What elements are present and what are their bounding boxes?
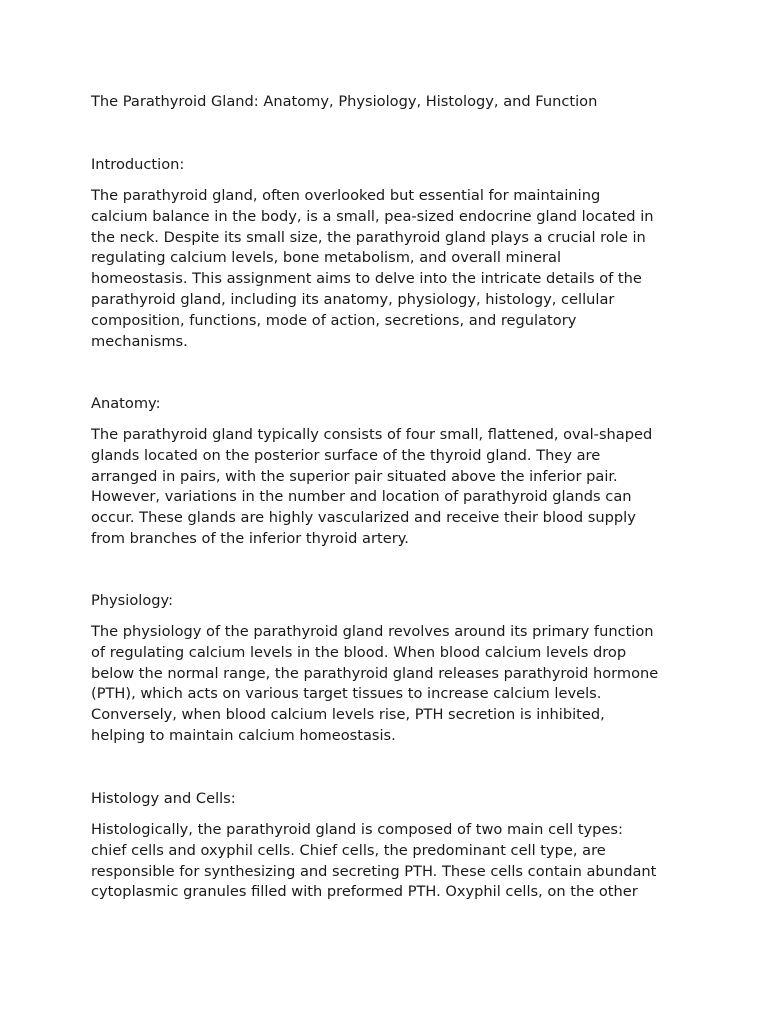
paragraph-line: The parathyroid gland, often overlooked but essential for maintaining: [91, 186, 601, 204]
section-physiology: [91, 591, 658, 747]
document-title: The Parathyroid Gland: Anatomy, Physiology, Histology, and Function: [91, 93, 598, 110]
paragraph-line: Histologically, the parathyroid gland is composed of two main cell types:: [91, 820, 623, 838]
paragraph-line: below the normal range, the parathyroid gland releases parathyroid hormone: [91, 664, 659, 682]
section-paragraph: [91, 425, 652, 550]
section-introduction: [91, 155, 654, 352]
paragraph-line: regulating calcium levels, bone metabolism, and overall mineral: [91, 249, 562, 267]
paragraph-line: parathyroid gland, including its anatomy, physiology, histology, cellular: [91, 290, 615, 308]
paragraph-line: the neck. Despite its small size, the parathyroid gland plays a crucial role in: [91, 228, 646, 246]
paragraph-line: Conversely, when blood calcium levels rise, PTH secretion is inhibited,: [91, 706, 605, 724]
paragraph-line: However, variations in the number and location of parathyroid glands can: [91, 488, 632, 506]
paragraph-line: (PTH), which acts on various target tissues to increase calcium levels.: [91, 685, 602, 703]
section-paragraph: [91, 186, 654, 352]
paragraph-line: calcium balance in the body, is a small, pea-sized endocrine gland located in: [91, 207, 654, 225]
section-heading: Anatomy:: [91, 395, 161, 412]
paragraph-line: chief cells and oxyphil cells. Chief cells, the predominant cell type, are: [91, 841, 606, 859]
section-heading: Histology and Cells:: [91, 790, 236, 807]
paragraph-line: responsible for synthesizing and secreting PTH. These cells contain abundant: [91, 862, 657, 880]
paragraph-line: homeostasis. This assignment aims to delve into the intricate details of the: [91, 270, 642, 288]
paragraph-line: helping to maintain calcium homeostasis.: [91, 726, 396, 744]
section-paragraph: [91, 820, 656, 903]
section-heading: Physiology:: [91, 592, 174, 609]
paragraph-line: cytoplasmic granules filled with preformed PTH. Oxyphil cells, on the other: [91, 883, 638, 901]
paragraph-line: glands located on the posterior surface of the thyroid gland. They are: [91, 446, 601, 464]
paragraph-line: occur. These glands are highly vascularized and receive their blood supply: [91, 509, 636, 527]
paragraph-line: The parathyroid gland typically consists of four small, flattened, oval-shaped: [91, 425, 653, 443]
section-histology-and-cells: [91, 789, 656, 903]
paragraph-line: from branches of the inferior thyroid artery.: [91, 529, 409, 547]
paragraph-line: of regulating calcium levels in the blood. When blood calcium levels drop: [91, 643, 627, 661]
section-heading: Introduction:: [91, 156, 185, 173]
section-anatomy: [91, 394, 652, 550]
paragraph-line: arranged in pairs, with the superior pair situated above the inferior pair.: [91, 467, 618, 485]
section-paragraph: [91, 622, 658, 747]
paragraph-line: mechanisms.: [91, 332, 188, 350]
paragraph-line: The physiology of the parathyroid gland revolves around its primary function: [91, 622, 654, 640]
paragraph-line: composition, functions, mode of action, secretions, and regulatory: [91, 311, 577, 329]
